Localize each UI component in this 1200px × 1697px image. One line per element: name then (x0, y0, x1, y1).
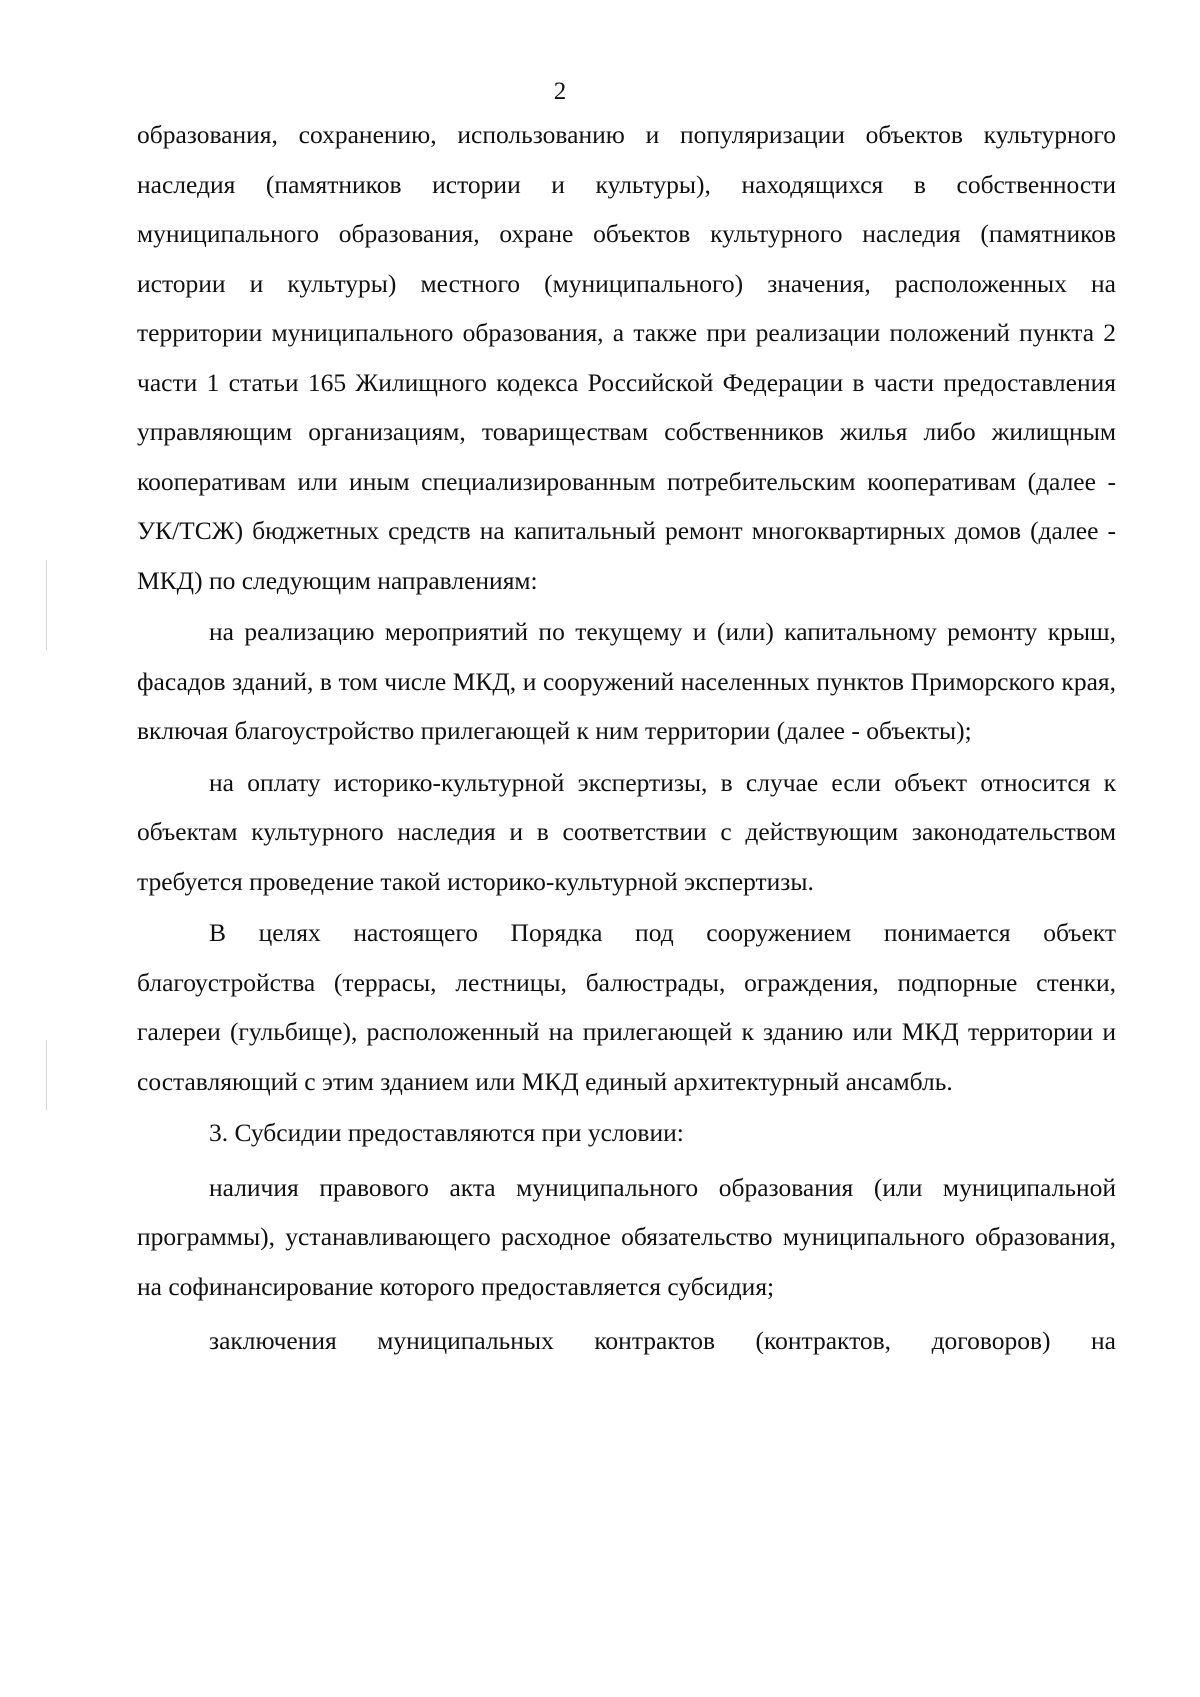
paragraph-structure-definition: В целях настоящего Порядка под сооружением понимается объект благоустройства (террасы, лестницы, балюстрады, ограждения, подпорные стенки, галереи (гульбище), расположенный на прилегающей к зданию или МКД территории и составляющий с этим зданием или МКД единый архитектурный ансамбль. (137, 918, 1116, 1096)
paragraph-continuation: образования, сохранению, использованию и популяризации объектов культурного наследия (памятников истории и культуры), находящихся в собственности муниципального образования, охране объектов культурного наследия (памятников истории и культуры) местного (муниципального) значения, расположенных на территории муниципального образования, а также при реализации положений пункта 2 части 1 статьи 165 Жилищного кодекса Российской Федерации в части предоставления управляющим организациям, товариществам собственников жилья либо жилищным кооперативам или иным специализированным потребительским кооперативам (далее - УК/ТСЖ) бюджетных средств на капитальный ремонт многоквартирных домов (далее - МКД) по следующим направлениям: (137, 120, 1116, 595)
paragraph-legal-act-condition: наличия правового акта муниципального образования (или муниципальной программы), устанавливающего расходное обязательство муниципального образования, на софинансирование которого предоставляется субсидия; (137, 1172, 1116, 1301)
paragraph-repair-direction: на реализацию мероприятий по текущему и (или) капитальному ремонту крыш, фасадов зданий, в том числе МКД, и сооружений населенных пунктов Приморского края, включая благоустройство прилегающей к ним территории (далее - объекты); (137, 617, 1116, 745)
paragraph-section-3-heading: 3. Субсидии предоставляются при условии: (209, 1118, 684, 1147)
paragraph-expertise-direction: на оплату историко-культурной экспертизы, в случае если объект относится к объектам культурного наследия и в соответствии с действующим законодательством требуется проведение такой историко-культурной экспертизы. (137, 767, 1116, 896)
scan-margin-mark (46, 560, 47, 650)
document-body (137, 110, 1116, 1366)
paragraph-contracts-condition: заключения муниципальных контрактов (контрактов, договоров) на (209, 1326, 1116, 1355)
scan-margin-mark (46, 1040, 47, 1110)
page-number: 2 (553, 78, 567, 105)
